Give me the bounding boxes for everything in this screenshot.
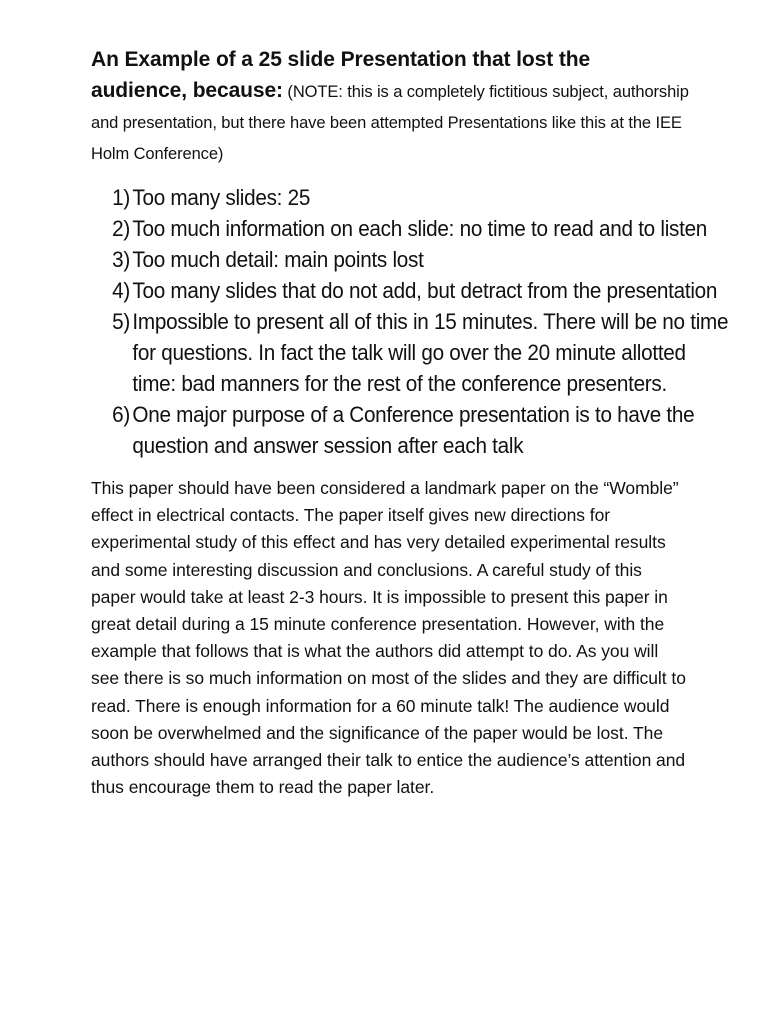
- list-item-text: Too much detail: main points lost: [132, 247, 424, 272]
- list-item-number: 4): [112, 278, 131, 303]
- page-heading: [91, 44, 691, 168]
- list-item-text: Too much information on each slide: no time to read and to listen: [132, 216, 708, 241]
- list-item-text: Too many slides: 25: [132, 185, 311, 210]
- list-item: [91, 213, 734, 244]
- heading-title: An Example of a 25 slide Presentation that lost the audience, because:: [91, 48, 591, 102]
- list-item: [91, 306, 734, 399]
- list-item: [91, 244, 734, 275]
- list-item-number: 2): [112, 216, 131, 241]
- list-item-number: 3): [112, 247, 131, 272]
- body-paragraph: This paper should have been considered a landmark paper on the “Womble” effect in electrical contacts. The paper itself gives new directions for experimental study of this effect and has very detailed experimental results and some interesting discussion and conclusions. A careful study of this paper would take at least 2-3 hours. It is impossible to present this paper in great detail during a 15 minute conference presentation. However, with the example that follows that is what the authors did attempt to do. As you will see there is so much information on most of the slides and they are difficult to read. There is enough information for a 60 minute talk! The audience would soon be overwhelmed and the significance of the paper would be lost. The authors should have arranged their talk to entice the audience’s attention and thus encourage them to read the paper later.: [91, 478, 686, 798]
- list-item: [91, 399, 734, 461]
- list-item: [91, 275, 734, 306]
- list-item-text: Too many slides that do not add, but detract from the presentation: [132, 278, 718, 303]
- list-item-text: Impossible to present all of this in 15 minutes. There will be no time for questions. In fact the talk will go over the 20 minute allotted time: bad manners for the rest of the conference presenters.: [132, 309, 729, 396]
- list-item-number: 6): [112, 402, 131, 427]
- heading-note: (NOTE: this is a completely fictitious subject, authorship and presentation, but there have been attempted Presentations like this at the IEE Holm Conference): [91, 83, 689, 163]
- list-item-text: One major purpose of a Conference presentation is to have the question and answer session after each talk: [132, 402, 695, 458]
- document-page: [91, 44, 729, 801]
- list-item-number: 5): [112, 309, 131, 334]
- list-item: [91, 182, 734, 213]
- reasons-list: [91, 182, 729, 461]
- list-item-number: 1): [112, 185, 131, 210]
